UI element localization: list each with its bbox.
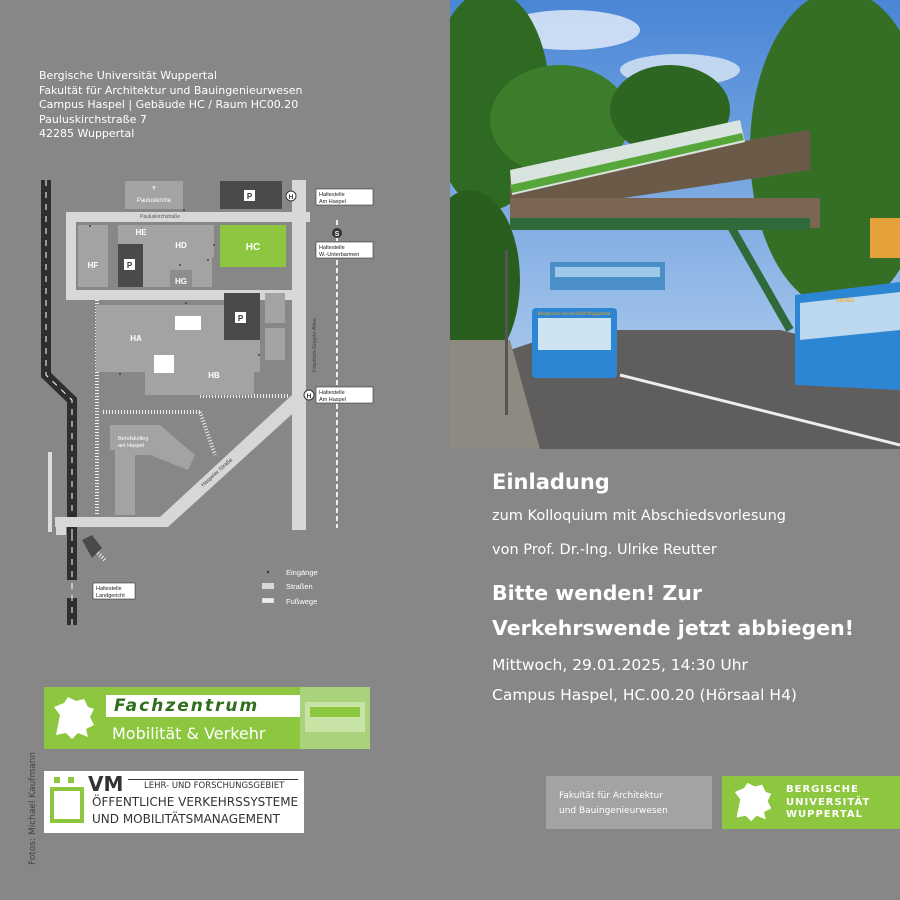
label-berufskolleg: am Haspel bbox=[118, 443, 145, 449]
road-segment bbox=[56, 517, 66, 535]
label-pauluskirche: Pauluskirche bbox=[136, 198, 172, 204]
vm-mark: VM bbox=[88, 772, 124, 796]
street-sign bbox=[870, 218, 900, 258]
lion-icon bbox=[50, 695, 98, 741]
bus-stop-icon: H bbox=[306, 393, 312, 400]
stop-label-text: W.-Unterbarmen bbox=[319, 252, 360, 258]
stop-label-text: Haltestelle bbox=[96, 586, 122, 592]
fachzentrum-title: Fachzentrum bbox=[106, 695, 300, 717]
label-hf: HF bbox=[87, 261, 99, 270]
university-name-line: WUPPERTAL bbox=[786, 809, 864, 820]
vm-line2: UND MOBILITÄTSMANAGEMENT bbox=[92, 812, 280, 826]
faculty-line: und Bauingenieurwesen bbox=[559, 806, 668, 816]
bus-stop-icon: H bbox=[288, 194, 294, 201]
label-hb: HB bbox=[208, 371, 220, 380]
stop-label-text: Haltestelle bbox=[319, 245, 345, 251]
stop-label-text: Am Haspel bbox=[319, 397, 346, 403]
label-hd: HD bbox=[175, 241, 187, 250]
address-line: 42285 Wuppertal bbox=[39, 127, 135, 140]
invitation-line: von Prof. Dr.-Ing. Ulrike Reutter bbox=[492, 542, 717, 558]
faculty-box bbox=[546, 776, 712, 829]
faculty-line: Fakultät für Architektur bbox=[559, 791, 663, 801]
schwebebahn-windows bbox=[555, 267, 660, 277]
label-he: HE bbox=[135, 228, 147, 237]
street-name-pauluskirchstrasse: Pauluskirchstraße bbox=[140, 214, 181, 220]
fachzentrum-logo bbox=[44, 687, 370, 749]
address-line: Pauluskirchstraße 7 bbox=[39, 112, 147, 126]
building-small-1 bbox=[265, 293, 285, 323]
university-logo bbox=[722, 776, 900, 829]
building-hf bbox=[78, 225, 108, 287]
lion-icon bbox=[731, 781, 775, 823]
schwebebahn-frame bbox=[510, 218, 810, 230]
parking-icon: P bbox=[126, 261, 133, 270]
invitation-line: zum Kolloquium mit Abschiedsvorlesung bbox=[492, 508, 786, 524]
photo-credit: Fotos: Michael Kaufmann bbox=[28, 751, 38, 865]
legend-streets: Straßen bbox=[286, 582, 313, 591]
street-name-friedrich-engels-allee: Friedrich-Engels-Allee bbox=[312, 317, 318, 372]
legend-entrances: Eingänge bbox=[286, 568, 318, 577]
friedrich-engels-allee-road bbox=[292, 180, 306, 530]
university-name-line: BERGISCHE bbox=[786, 784, 859, 795]
stop-label-text: Am Haspel bbox=[319, 199, 346, 205]
label-hg: HG bbox=[175, 277, 187, 286]
vm-mark-icon bbox=[50, 775, 88, 829]
bus-windshield bbox=[538, 318, 611, 350]
structure-bottom bbox=[82, 535, 102, 558]
street-name-haspeler-strasse: Haspeler Straße bbox=[200, 457, 235, 489]
label-ha: HA bbox=[130, 334, 142, 343]
cross-icon: ✝ bbox=[151, 186, 157, 192]
invitation-text bbox=[492, 470, 892, 716]
rail-stop-icon: S bbox=[334, 231, 340, 238]
parking-icon: P bbox=[237, 314, 244, 323]
campus-map bbox=[36, 175, 381, 630]
stop-label-text: Haltestelle bbox=[319, 390, 345, 396]
bus-right-label: VIKING bbox=[835, 298, 855, 304]
street-pole bbox=[505, 250, 508, 415]
vm-line1: ÖFFENTLICHE VERKEHRSSYSTEME bbox=[92, 795, 299, 809]
vm-divider bbox=[128, 779, 298, 780]
footpath bbox=[200, 412, 215, 455]
stop-label-text: Haltestelle bbox=[319, 192, 345, 198]
label-berufskolleg: Berufskolleg bbox=[118, 436, 149, 442]
address-block bbox=[39, 69, 302, 142]
fachzentrum-subtitle: Mobilität & Verkehr bbox=[112, 724, 266, 743]
courtyard-2 bbox=[154, 355, 174, 373]
legend-footpaths: Fußwege bbox=[286, 597, 318, 606]
train-image bbox=[300, 687, 370, 749]
transit-photo bbox=[450, 0, 900, 449]
stop-label-text: Landgericht bbox=[96, 593, 125, 599]
vm-logo bbox=[44, 771, 304, 833]
address-line: Fakultät für Architektur und Bauingenieurwesen bbox=[39, 83, 303, 97]
legend-street-symbol bbox=[262, 583, 274, 589]
footpath bbox=[48, 452, 52, 532]
address-line: Bergische Universität Wuppertal bbox=[39, 69, 218, 82]
courtyard-1 bbox=[175, 316, 201, 330]
university-name-line: UNIVERSITÄT bbox=[786, 796, 871, 808]
address-line: Campus Haspel | Gebäude HC / Raum HC00.20 bbox=[39, 98, 299, 111]
label-hc: HC bbox=[245, 242, 261, 253]
bus-destination: Bergische Universität Wuppertal bbox=[537, 312, 611, 317]
invitation-heading: Einladung bbox=[492, 470, 610, 494]
event-location: Campus Haspel, HC.00.20 (Hörsaal H4) bbox=[492, 686, 797, 704]
lecture-title: Bitte wenden! Zur bbox=[492, 581, 702, 605]
vm-subtitle: LEHR- UND FORSCHUNGSGEBIET bbox=[144, 781, 285, 791]
building-small-2 bbox=[265, 328, 285, 360]
legend-entrance-symbol bbox=[267, 571, 269, 573]
legend-footpath-symbol bbox=[262, 598, 274, 603]
parking-icon: P bbox=[246, 192, 253, 201]
university-name bbox=[786, 784, 870, 822]
lecture-title: Verkehrswende jetzt abbiegen! bbox=[492, 616, 855, 640]
event-date: Mittwoch, 29.01.2025, 14:30 Uhr bbox=[492, 656, 748, 674]
